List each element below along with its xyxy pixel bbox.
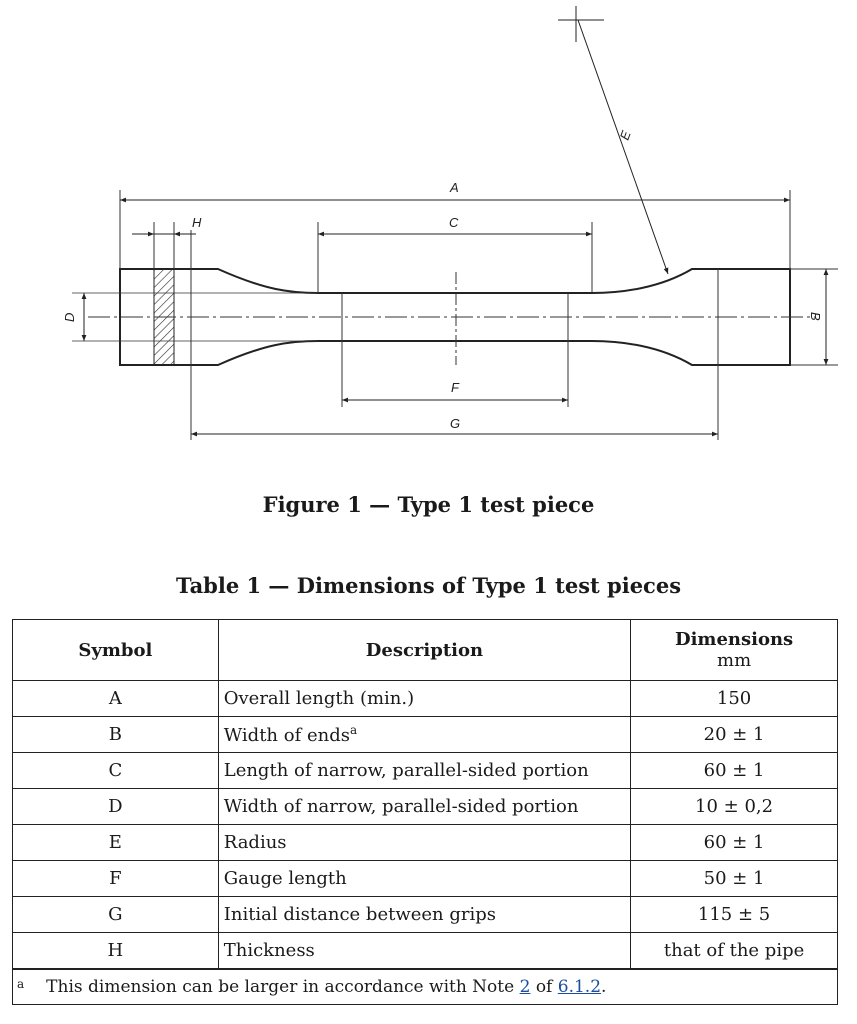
cell-symbol: G (13, 897, 219, 933)
cell-symbol: B (13, 717, 219, 753)
cell-dimension: 50 ± 1 (631, 861, 838, 897)
label-a: A (450, 180, 459, 195)
table-row (13, 681, 838, 717)
description-text: Radius (223, 832, 287, 853)
table-header-row (13, 620, 838, 681)
label-f: F (451, 380, 459, 395)
cell-description (218, 897, 630, 933)
header-symbol: Symbol (13, 620, 219, 681)
description-text: Width of ends (223, 725, 350, 746)
table-footnote-row (13, 969, 838, 1005)
cell-description (218, 933, 630, 970)
label-g: G (450, 416, 461, 431)
footnote-text-before: This dimension can be larger in accordance with Note (46, 977, 520, 997)
label-b: B (808, 312, 823, 321)
cell-description (218, 789, 630, 825)
label-e: E (616, 128, 634, 143)
cell-description (218, 861, 630, 897)
label-d: D (62, 312, 77, 322)
cell-symbol: F (13, 861, 219, 897)
cell-description (218, 717, 630, 753)
cell-symbol: H (13, 933, 219, 970)
description-text: Overall length (min.) (223, 688, 415, 709)
cell-dimension: 150 (631, 681, 838, 717)
table-row (13, 789, 838, 825)
footnote (13, 969, 838, 1005)
cell-description (218, 825, 630, 861)
table-body (13, 681, 838, 970)
cell-symbol: D (13, 789, 219, 825)
cell-dimension: that of the pipe (631, 933, 838, 970)
cell-description (218, 681, 630, 717)
cell-symbol: C (13, 753, 219, 789)
header-unit: mm (717, 650, 752, 671)
test-piece-drawing (0, 0, 857, 470)
header-dimensions-label: Dimensions (674, 629, 794, 650)
header-description: Description (218, 620, 630, 681)
table-caption: Table 1 — Dimensions of Type 1 test pieces (175, 573, 682, 598)
figure-caption: Figure 1 — Type 1 test piece (262, 492, 595, 517)
table-row (13, 717, 838, 753)
cell-symbol: A (13, 681, 219, 717)
cell-symbol: E (13, 825, 219, 861)
description-text: Thickness (223, 940, 315, 961)
footnote-text-after: . (601, 977, 607, 997)
table-row (13, 861, 838, 897)
note-2-link[interactable]: 2 (519, 977, 531, 997)
description-text: Length of narrow, parallel-sided portion (223, 760, 589, 781)
cell-description (218, 753, 630, 789)
table-row (13, 753, 838, 789)
table-row (13, 933, 838, 970)
dimensions-table (12, 619, 838, 1005)
description-text: Gauge length (223, 868, 347, 889)
description-text: Width of narrow, parallel-sided portion (223, 796, 579, 817)
table-row (13, 897, 838, 933)
table-row (13, 825, 838, 861)
footnote-mark: a (17, 977, 25, 991)
label-c: C (449, 215, 459, 230)
cell-dimension: 115 ± 5 (631, 897, 838, 933)
description-text: Initial distance between grips (223, 904, 497, 925)
label-h: H (192, 215, 202, 230)
cell-dimension: 20 ± 1 (631, 717, 838, 753)
footnote-text-mid: of (530, 977, 558, 997)
cell-dimension: 10 ± 0,2 (631, 789, 838, 825)
cell-dimension: 60 ± 1 (631, 825, 838, 861)
header-dimensions (631, 620, 838, 681)
footnote-ref: a (349, 723, 358, 737)
clause-6-1-2-link[interactable]: 6.1.2 (557, 977, 602, 997)
cell-dimension: 60 ± 1 (631, 753, 838, 789)
